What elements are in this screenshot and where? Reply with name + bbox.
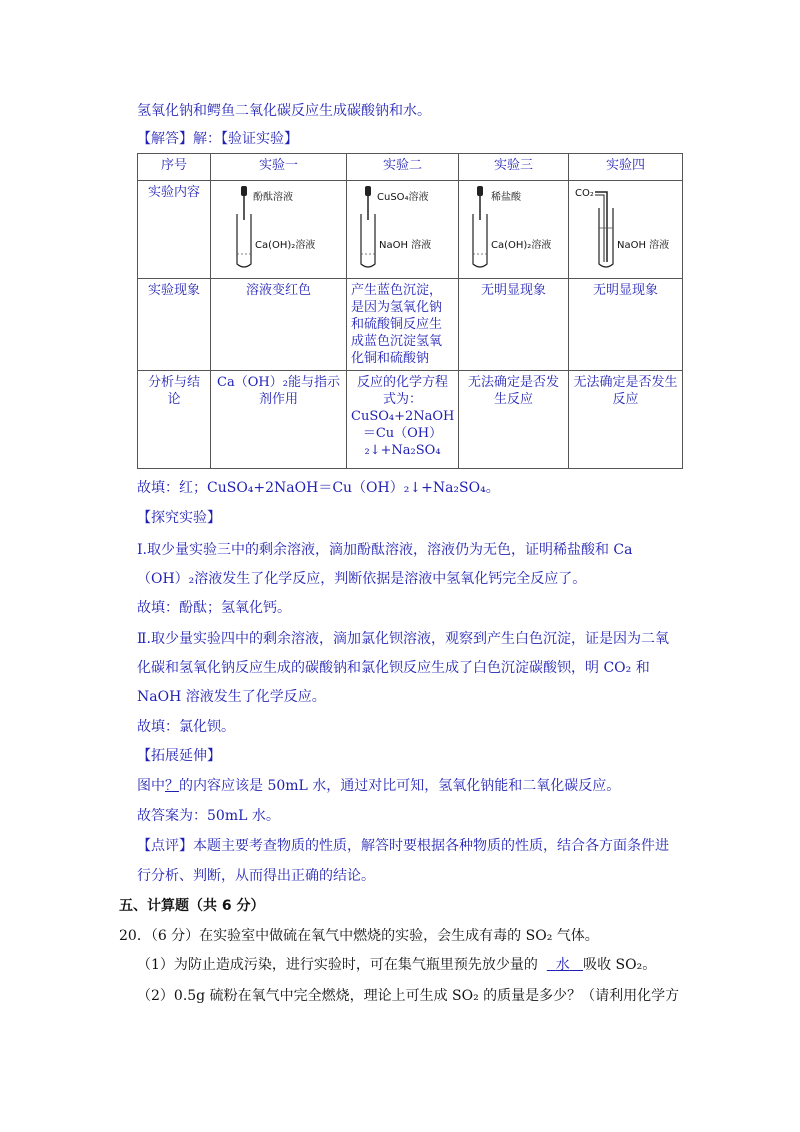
row-label-content: 实验内容 (138, 181, 211, 279)
exp1-diagram (211, 181, 347, 279)
question-20: 20．（6 分）在实验室中做硫在氧气中燃烧的实验，会生成有毒的 SO₂ 气体。 (119, 928, 599, 944)
comment-line1: 【点评】本题主要考查物质的性质，解答时要根据各种物质的性质，结合各方面条件进 (137, 838, 669, 854)
explore-I-line2: （OH）₂溶液发生了化学反应，判断依据是溶液中氢氧化钙完全反应了。 (137, 571, 587, 587)
exp3-diagram (459, 181, 569, 279)
header-exp4: 实验四 (569, 154, 683, 181)
experiment-table (137, 153, 683, 469)
extend-answer: 故答案为：50mL 水。 (137, 808, 280, 824)
exp4-phenomenon: 无明显现象 (569, 279, 683, 371)
exp4-bottom-label: NaOH 溶液 (617, 240, 670, 251)
header-index: 序号 (138, 154, 211, 181)
exp1-analysis: Ca（OH）₂能与指示剂作用 (211, 371, 347, 469)
fill-answer-1: 故填：红；CuSO₄+2NaOH＝Cu（OH）₂↓+Na₂SO₄。 (137, 480, 500, 496)
exp4-analysis: 无法确定是否发生反应 (569, 371, 683, 469)
exp3-phenomenon: 无明显现象 (459, 279, 569, 371)
exp1-bottom-label: Ca(OH)₂溶液 (255, 240, 316, 251)
explore-header: 【探究实验】 (137, 510, 221, 526)
header-exp2: 实验二 (347, 154, 459, 181)
fill-answer-2: 故填：酚酞；氢氧化钙。 (137, 600, 291, 616)
extend-header: 【拓展延伸】 (137, 748, 221, 764)
exp2-top-label: CuSO₄溶液 (377, 192, 429, 203)
exp1-top-label: 酚酞溶液 (253, 192, 293, 203)
explore-I-line1: Ⅰ.取少量实验三中的剩余溶液，滴加酚酞溶液，溶液仍为无色，证明稀盐酸和 Ca (137, 542, 633, 558)
header-exp1: 实验一 (211, 154, 347, 181)
intro-line: 氢氧化钠和鳄鱼二氧化碳反应生成碳酸钠和水。 (137, 103, 431, 119)
row-label-analysis: 分析与结论 (138, 371, 211, 469)
extend-text: 图中？的内容应该是 50mL 水，通过对比可知，氢氧化钠能和二氧化碳反应。 (137, 778, 621, 794)
explore-II-line3: NaOH 溶液发生了化学反应。 (137, 689, 326, 705)
answer-header: 【解答】解：【验证实验】 (137, 131, 298, 147)
exp3-top-label: 稀盐酸 (491, 192, 521, 203)
question-20-part2: （2）0.5g 硫粉在氧气中完全燃烧，理论上可生成 SO₂ 的质量是多少？（请利用化学方 (137, 988, 680, 1004)
exp2-analysis-text: 反应的化学方程式为： (356, 375, 448, 407)
exp3-analysis: 无法确定是否发生反应 (459, 371, 569, 469)
row-label-phenomena: 实验现象 (138, 279, 211, 371)
question-mark: ？ (165, 778, 179, 794)
exp2-diagram (347, 181, 459, 279)
exp1-phenomenon: 溶液变红色 (211, 279, 347, 371)
question-20-part1: （1）为防止造成污染，进行实验时，可在集气瓶里预先放少量的 水 吸收 SO₂。 (137, 957, 657, 973)
exp4-top-label: CO₂ (575, 188, 594, 199)
explore-II-line1: Ⅱ.取少量实验四中的剩余溶液，滴加氯化钡溶液，观察到产生白色沉淀，证是因为二氧 (137, 631, 669, 647)
exp2-bottom-label: NaOH 溶液 (379, 240, 432, 251)
exp3-bottom-label: Ca(OH)₂溶液 (491, 240, 552, 251)
exp2-equation: CuSO₄+2NaOH＝Cu（OH）₂↓+Na₂SO₄ (351, 409, 455, 458)
answer-water: 水 (555, 957, 570, 973)
exp2-analysis (347, 371, 459, 469)
explore-II-line2: 化碳和氢氧化钠反应生成的碳酸钠和氯化钡反应生成了白色沉淀碳酸钡，明 CO₂ 和 (137, 660, 650, 676)
header-exp3: 实验三 (459, 154, 569, 181)
fill-answer-3: 故填：氯化钡。 (137, 719, 235, 735)
comment-line2: 行分析、判断，从而得出正确的结论。 (137, 868, 375, 884)
section-title: 五、计算题（共 6 分） (119, 898, 265, 914)
exp2-phenomenon: 产生蓝色沉淀，是因为氢氧化钠和硫酸铜反应生成蓝色沉淀氢氧化铜和硫酸钠 (347, 279, 459, 371)
exp4-diagram (569, 181, 683, 279)
